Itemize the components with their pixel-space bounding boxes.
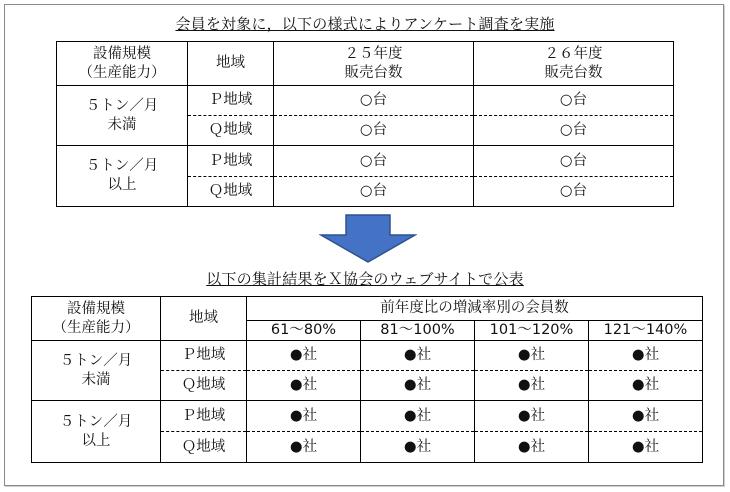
value-cell: ○台 (474, 146, 674, 177)
value-cell: ○台 (474, 116, 674, 146)
region-cell: Ｑ地域 (188, 116, 274, 146)
region-cell: Ｑ地域 (161, 432, 247, 463)
value-cell: ●社 (247, 371, 361, 401)
capacity-cell: ５トン／月 未満 (57, 86, 188, 146)
header-capacity: 設備規模 （生産能力） (57, 42, 188, 86)
value-cell: ●社 (247, 432, 361, 463)
header-range: 61～80% (247, 321, 361, 341)
value-cell: ●社 (361, 432, 475, 463)
value-cell: ●社 (475, 432, 589, 463)
survey-title: 会員を対象に，以下の様式によりアンケート調査を実施 (175, 15, 555, 33)
value-cell: ●社 (247, 341, 361, 371)
value-cell: ●社 (475, 401, 589, 432)
value-cell: ○台 (274, 86, 474, 116)
value-cell: ●社 (589, 371, 703, 401)
header-region: 地域 (161, 297, 247, 341)
header-range: 81～100% (361, 321, 475, 341)
value-cell: ○台 (274, 146, 474, 177)
value-cell: ●社 (361, 401, 475, 432)
value-cell: ○台 (474, 177, 674, 207)
value-cell: ○台 (274, 177, 474, 207)
header-range: 121～140% (589, 321, 703, 341)
capacity-cell: ５トン／月 以上 (32, 401, 161, 463)
region-cell: Ｐ地域 (188, 86, 274, 116)
value-cell: ○台 (274, 116, 474, 146)
value-cell: ●社 (361, 341, 475, 371)
down-arrow-icon (319, 214, 417, 264)
survey-form-table (56, 41, 674, 207)
region-cell: Ｐ地域 (188, 146, 274, 177)
value-cell: ●社 (361, 371, 475, 401)
value-cell: ●社 (475, 341, 589, 371)
publication-title: 以下の集計結果をＸ協会のウェブサイトで公表 (206, 270, 524, 288)
value-cell: ●社 (589, 401, 703, 432)
capacity-cell: ５トン／月 以上 (57, 146, 188, 207)
region-cell: Ｐ地域 (161, 401, 247, 432)
header-year26: ２６年度 販売台数 (474, 42, 674, 86)
value-cell: ○台 (474, 86, 674, 116)
value-cell: ●社 (589, 341, 703, 371)
region-cell: Ｑ地域 (161, 371, 247, 401)
value-cell: ●社 (475, 371, 589, 401)
header-capacity: 設備規模 （生産能力） (32, 297, 161, 341)
capacity-cell: ５トン／月 未満 (32, 341, 161, 401)
results-table (31, 296, 703, 463)
header-region: 地域 (188, 42, 274, 86)
value-cell: ●社 (589, 432, 703, 463)
header-change-rate: 前年度比の増減率別の会員数 (247, 297, 703, 321)
value-cell: ●社 (247, 401, 361, 432)
header-year25: ２５年度 販売台数 (274, 42, 474, 86)
region-cell: Ｑ地域 (188, 177, 274, 207)
header-range: 101～120% (475, 321, 589, 341)
region-cell: Ｐ地域 (161, 341, 247, 371)
